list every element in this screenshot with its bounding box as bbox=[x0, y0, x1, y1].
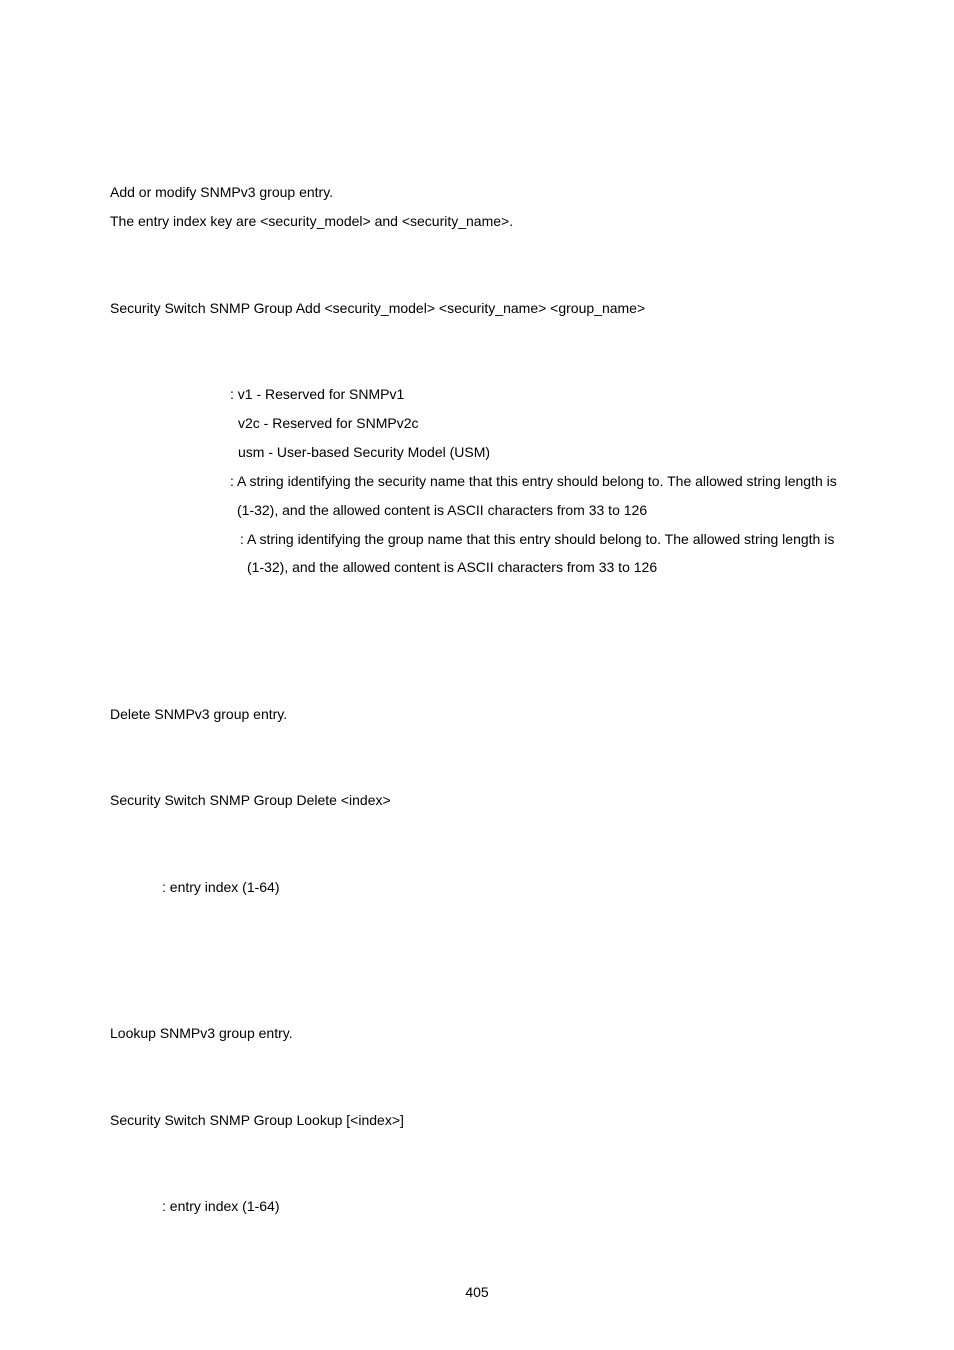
add-description: Add or modify SNMPv3 group entry. bbox=[110, 184, 334, 200]
param-security-model-v1: : v1 - Reserved for SNMPv1 bbox=[230, 386, 405, 402]
param-group-name-cont: (1-32), and the allowed content is ASCII characters from 33 to 126 bbox=[247, 559, 658, 575]
delete-syntax: Security Switch SNMP Group Delete <index> bbox=[110, 792, 391, 808]
add-syntax: Security Switch SNMP Group Add <security_model> <security_name> <group_name> bbox=[110, 300, 646, 316]
param-security-model-v2c: v2c - Reserved for SNMPv2c bbox=[238, 415, 419, 431]
delete-param-index: : entry index (1-64) bbox=[162, 879, 280, 895]
lookup-syntax: Security Switch SNMP Group Lookup [<index>] bbox=[110, 1112, 404, 1128]
lookup-param-index: : entry index (1-64) bbox=[162, 1198, 280, 1214]
param-security-model-usm: usm - User-based Security Model (USM) bbox=[238, 444, 491, 460]
add-description-index-key: The entry index key are <security_model> and <security_name>. bbox=[110, 213, 514, 229]
param-security-name: : A string identifying the security name that this entry should belong to. The allowed string length is bbox=[230, 473, 837, 489]
page-number: 405 bbox=[465, 1284, 489, 1300]
param-group-name: : A string identifying the group name that this entry should belong to. The allowed string length is bbox=[240, 531, 835, 547]
delete-description: Delete SNMPv3 group entry. bbox=[110, 706, 288, 722]
param-security-name-cont: (1-32), and the allowed content is ASCII characters from 33 to 126 bbox=[237, 502, 648, 518]
lookup-description: Lookup SNMPv3 group entry. bbox=[110, 1025, 293, 1041]
